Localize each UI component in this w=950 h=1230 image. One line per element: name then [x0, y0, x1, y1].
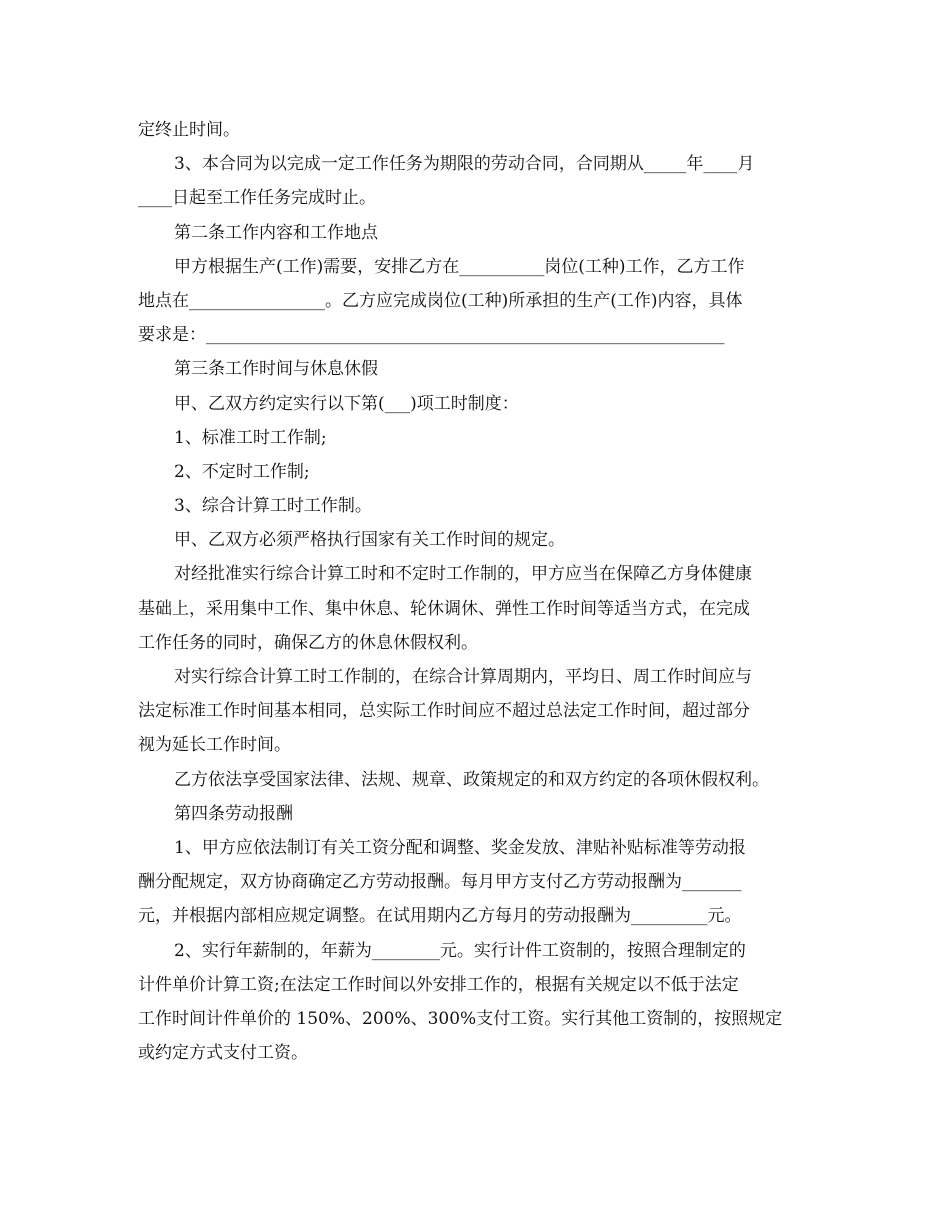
text-line: 地点在________________。乙方应完成岗位(工种)所承担的生产(工作)内容，具体 — [138, 290, 743, 311]
text-line: 甲方根据生产(工作)需要，安排乙方在__________岗位(工种)工作，乙方工作 — [174, 256, 745, 277]
text-line: 乙方依法享受国家法律、法规、规章、政策规定的和双方约定的各项休假权利。 — [174, 769, 769, 790]
text-line: 定终止时间。 — [138, 120, 240, 140]
text-line: 甲、乙双方必须严格执行国家有关工作时间的规定。 — [174, 530, 565, 551]
text-line: 视为延长工作时间。 — [138, 735, 291, 756]
text-line: 元，并根据内部相应规定调整。在试用期内乙方每月的劳动报酬为_________元。 — [138, 906, 742, 927]
text-line: 基础上，采用集中工作、集中休息、轮休调休、弹性工作时间等适当方式，在完成 — [138, 598, 750, 619]
contract-text-body — [138, 113, 838, 1070]
text-line: 1、甲方应依法制订有关工资分配和调整、奖金发放、津贴补贴标准等劳动报 — [174, 837, 746, 858]
text-line: 计件单价计算工资;在法定工作时间以外安排工作的，根据有关规定以不低于法定 — [138, 974, 739, 995]
text-line: 3、本合同为以完成一定工作任务为期限的劳动合同，合同期从_____年____月 — [174, 154, 755, 175]
text-line: 要求是：_____________________________________________________________ — [138, 325, 725, 346]
text-line: 3、综合计算工时工作制。 — [174, 496, 372, 517]
text-line: 甲、乙双方约定实行以下第(___)项工时制度： — [174, 393, 519, 414]
text-line: 对实行综合计算工时工作制的，在综合计算周期内，平均日、周工作时间应与 — [174, 667, 752, 687]
text-line: 第四条劳动报酬 — [174, 803, 293, 824]
text-line: 第二条工作内容和工作地点 — [174, 222, 378, 243]
text-line: 2、不定时工作制; — [174, 461, 310, 482]
text-line: 对经批准实行综合计算工时和不定时工作制的，甲方应当在保障乙方身体健康 — [174, 564, 752, 585]
text-line: 工作任务的同时，确保乙方的休息休假权利。 — [138, 632, 478, 653]
text-line: ____日起至工作任务完成时止。 — [138, 188, 376, 209]
text-line: 2、实行年薪制的，年薪为________元。实行计件工资制的，按照合理制定的 — [174, 940, 746, 961]
text-line: 法定标准工作时间基本相同，总实际工作时间应不超过总法定工作时间，超过部分 — [138, 701, 750, 722]
text-line: 1、标准工时工作制; — [174, 427, 327, 448]
text-line: 第三条工作时间与休息休假 — [174, 359, 378, 380]
text-line: 酬分配规定，双方协商确定乙方劳动报酬。每月甲方支付乙方劳动报酬为_______ — [138, 872, 742, 893]
text-line: 或约定方式支付工资。 — [138, 1043, 308, 1064]
text-line: 工作时间计件单价的 150%、200%、300%支付工资。实行其他工资制的，按照规定 — [138, 1008, 783, 1029]
